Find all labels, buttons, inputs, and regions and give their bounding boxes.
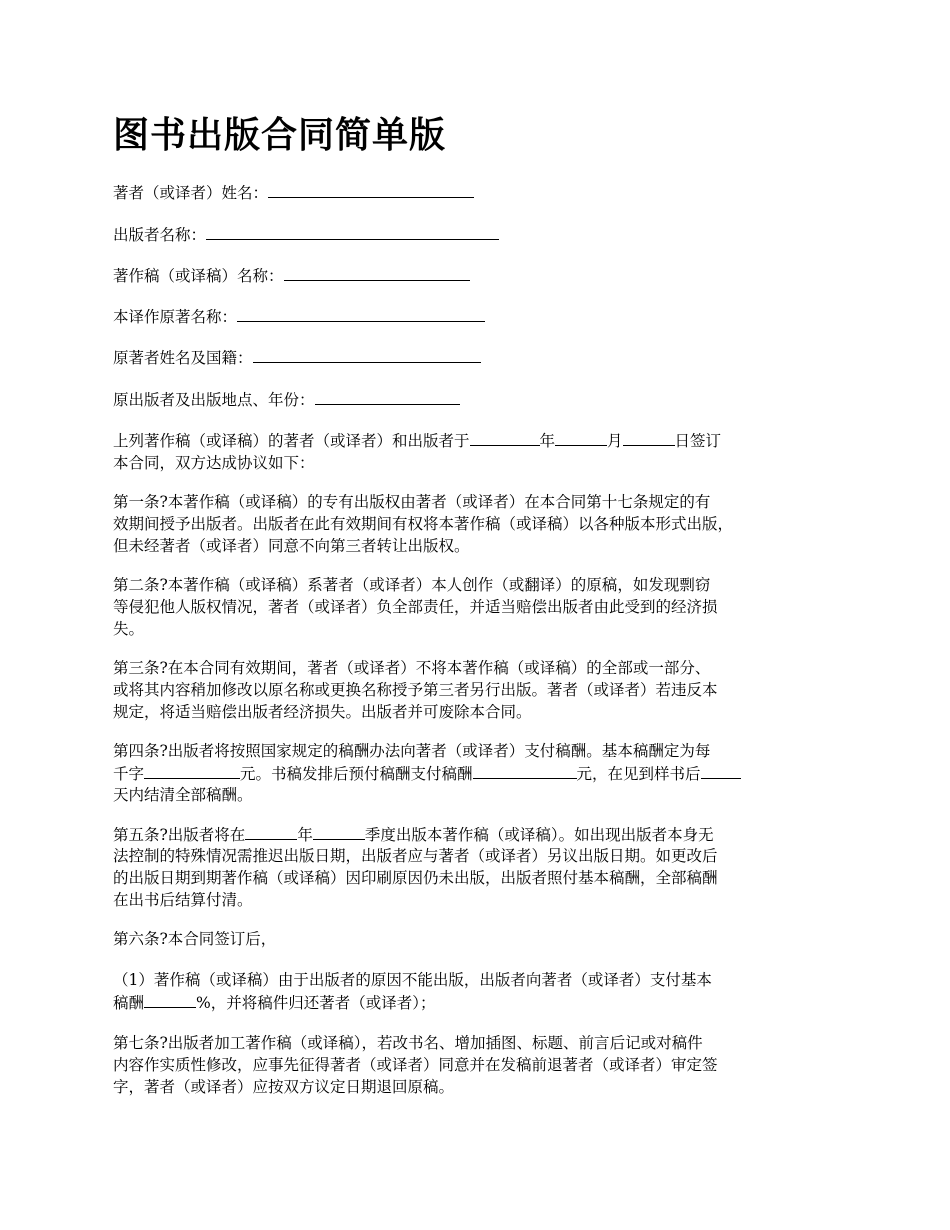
author-name-row xyxy=(113,182,474,204)
article-4-line-3: 天内结清全部稿酬。 xyxy=(113,786,253,804)
clause-1-line-1: （1）著作稿（或译稿）由于出版者的原因不能出版，出版者向著者（或译者）支付基本 xyxy=(113,971,712,989)
article-5-line-1 xyxy=(113,824,714,846)
intro-text: 上列著作稿（或译稿）的著者（或译者）和出版者于 xyxy=(113,432,470,450)
rate-blank[interactable] xyxy=(144,763,240,779)
article-3-line-1: 第三条?在本合同有效期间，著者（或译者）不将本著作稿（或译稿）的全部或一部分、 xyxy=(113,659,711,677)
settle-days-blank[interactable] xyxy=(701,763,741,779)
article-7-line-3: 字，著者（或译者）应按双方议定日期退回原稿。 xyxy=(113,1078,455,1096)
author-name-blank[interactable] xyxy=(268,182,474,198)
publisher-name-row xyxy=(113,224,499,246)
article-3-line-2: 或将其内容稍加修改以原名称或更换名称授予第三者另行出版。著者（或译者）若违反本 xyxy=(113,681,718,699)
advance-blank[interactable] xyxy=(473,763,577,779)
work-name-blank[interactable] xyxy=(284,265,470,281)
article-2-line-3: 失。 xyxy=(113,620,145,638)
article-4-line-1: 第四条?出版者将按照国家规定的稿酬办法向著者（或译者）支付稿酬。基本稿酬定为每 xyxy=(113,742,711,760)
article-7-line-2: 内容作实质性修改，应事先征得著者（或译者）同意并在发稿前退著者（或译者）审定签 xyxy=(113,1056,718,1074)
original-work-name-blank[interactable] xyxy=(237,306,485,322)
publish-quarter-blank[interactable] xyxy=(313,824,365,840)
article-7-line-1: 第七条?出版者加工著作稿（或译稿），若改书名、增加插图、标题、前言后记或对稿件 xyxy=(113,1034,703,1052)
month-label: 月 xyxy=(607,432,623,450)
royalty-label: 稿酬 xyxy=(113,994,145,1012)
article-3-line-3: 规定，将适当赔偿出版者经济损失。出版者并可废除本合同。 xyxy=(113,703,532,721)
original-work-name-label: 本译作原著名称： xyxy=(113,308,238,326)
article-6-line-1: 第六条?本合同签订后， xyxy=(113,930,277,948)
day-label: 日签订 xyxy=(674,432,722,450)
intro-line-1 xyxy=(113,430,721,452)
original-author-label: 原著者姓名及国籍： xyxy=(113,349,253,367)
publish-intro-text: 第五条?出版者将在 xyxy=(113,826,246,844)
original-publisher-row xyxy=(113,389,460,411)
article-1-line-1: 第一条?本著作稿（或译稿）的专有出版权由著者（或译者）在本合同第十七条规定的有 xyxy=(113,493,711,511)
original-author-blank[interactable] xyxy=(253,347,481,363)
sign-month-blank[interactable] xyxy=(555,430,607,446)
publisher-name-label: 出版者名称： xyxy=(113,226,207,244)
work-name-label: 著作稿（或译稿）名称： xyxy=(113,267,284,285)
royalty-text: %，并将稿件归还著者（或译者）； xyxy=(196,994,436,1012)
original-author-row xyxy=(113,347,481,369)
per-thousand-label: 千字 xyxy=(113,765,145,783)
royalty-percent-blank[interactable] xyxy=(144,992,196,1008)
article-5-line-3: 的出版日期到期著作稿（或译稿）因印刷原因仍未出版，出版者照付基本稿酬，全部稿酬 xyxy=(113,869,718,887)
original-work-name-row xyxy=(113,306,485,328)
article-1-line-3: 但未经著者（或译者）同意不向第三者转让出版权。 xyxy=(113,537,470,555)
original-publisher-label: 原出版者及出版地点、年份： xyxy=(113,391,315,409)
clause-1-line-2 xyxy=(113,992,436,1014)
article-5-line-2: 法控制的特殊情况需推迟出版日期，出版者应与著者（或译者）另议出版日期。如更改后 xyxy=(113,847,718,865)
work-name-row xyxy=(113,265,470,287)
sign-year-blank[interactable] xyxy=(470,430,540,446)
sign-day-blank[interactable] xyxy=(623,430,675,446)
publish-year-label: 年 xyxy=(297,826,313,844)
publish-quarter-text: 季度出版本著作稿（或译稿）。如出现出版者本身无 xyxy=(364,826,714,844)
author-name-label: 著者（或译者）姓名： xyxy=(113,184,269,202)
article-1-line-2: 效期间授予出版者。出版者在此有效期间有权将本著作稿（或译稿）以各种版本形式出版， xyxy=(113,515,734,533)
intro-line-2: 本合同，双方达成协议如下： xyxy=(113,454,315,472)
document-title: 图书出版合同简单版 xyxy=(113,115,447,156)
original-publisher-blank[interactable] xyxy=(315,389,460,405)
article-2-line-1: 第二条?本著作稿（或译稿）系著者（或译者）本人创作（或翻译）的原稿，如发现剽窃 xyxy=(113,576,711,594)
advance-text: 元。书稿发排后预付稿酬支付稿酬 xyxy=(240,765,473,783)
article-5-line-4: 在出书后结算付清。 xyxy=(113,891,253,909)
year-label: 年 xyxy=(539,432,556,450)
publisher-name-blank[interactable] xyxy=(206,224,499,240)
publish-year-blank[interactable] xyxy=(245,824,297,840)
article-2-line-2: 等侵犯他人版权情况，著者（或译者）负全部责任，并适当赔偿出版者由此受到的经济损 xyxy=(113,598,718,616)
article-4-line-2 xyxy=(113,763,741,785)
settle-text: 元，在见到样书后 xyxy=(576,765,701,783)
